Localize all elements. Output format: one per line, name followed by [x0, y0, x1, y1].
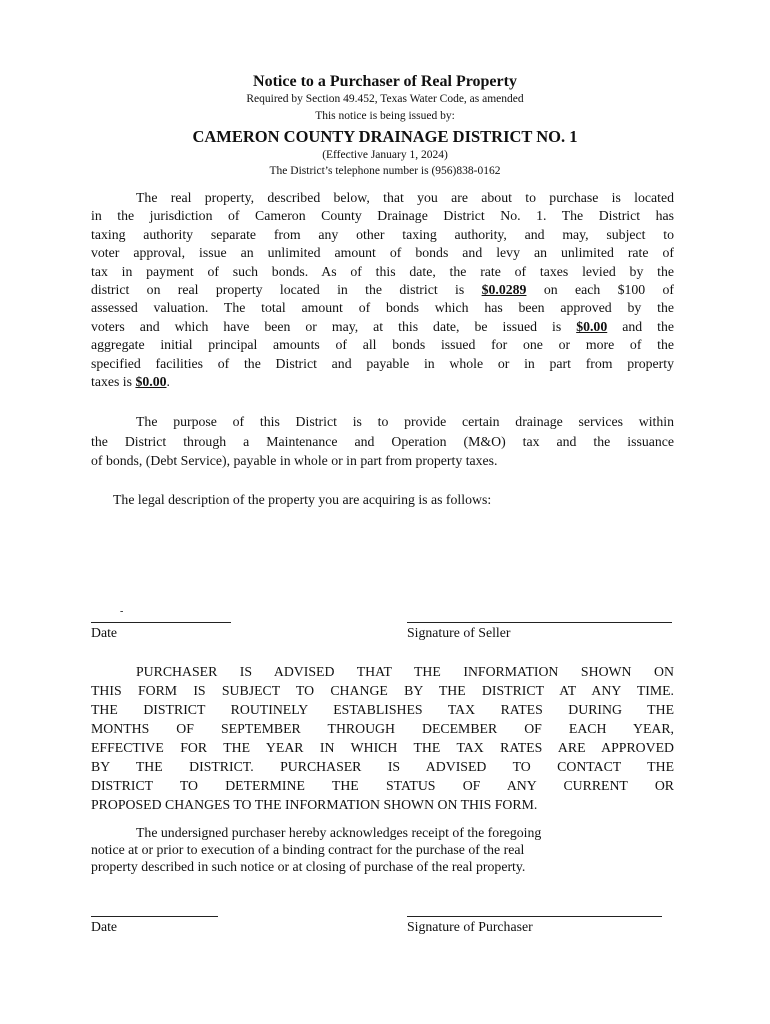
- line-text: taxes is: [91, 374, 132, 390]
- paragraph-line: specified facilities of the District and payable in whole or in part from property: [91, 355, 674, 371]
- line-text: voters and which have been or may, at this date, be issued is: [91, 318, 562, 334]
- purchaser-advisory-paragraph: [91, 662, 674, 814]
- paragraph-line: of bonds, (Debt Service), payable in whole or in part from property taxes.: [91, 453, 498, 468]
- paragraph-line: aggregate initial principal amounts of all bonds issued for one or more of the: [91, 337, 674, 353]
- tax-rate-amount: $0.0289: [481, 282, 527, 298]
- effective-date: (Effective January 1, 2024): [322, 149, 448, 161]
- paragraph-line: THE DISTRICT ROUTINELY ESTABLISHES TAX RATES DURING THE: [91, 702, 674, 717]
- purpose-paragraph: [91, 412, 674, 471]
- paragraph-line: [91, 281, 674, 299]
- statute-reference: Required by Section 49.452, Texas Water Code, as amended: [246, 93, 524, 105]
- paragraph-line: BY THE DISTRICT. PURCHASER IS ADVISED TO CONTACT THE: [91, 759, 674, 774]
- line-text: district on real property located in the district is: [91, 282, 465, 298]
- paragraph-line: voter approval, issue an unlimited amount of bonds and levy an unlimited rate of: [91, 245, 674, 261]
- seller-date-label: Date: [91, 625, 118, 640]
- document-title: Notice to a Purchaser of Real Property: [253, 73, 517, 90]
- seller-signature-label: Signature of Seller: [407, 625, 511, 640]
- seller-signature-line[interactable]: [407, 622, 672, 623]
- purchaser-signature-line[interactable]: [407, 916, 662, 917]
- purchaser-signature-label: Signature of Purchaser: [407, 919, 533, 934]
- district-name: CAMERON COUNTY DRAINAGE DISTRICT NO. 1: [192, 127, 578, 146]
- paragraph-line: THIS FORM IS SUBJECT TO CHANGE BY THE DISTRICT AT ANY TIME.: [91, 683, 674, 698]
- tax-rate-paragraph: [91, 189, 674, 391]
- paragraph-line: notice at or prior to execution of a binding contract for the purchase of the real: [91, 841, 525, 857]
- purchaser-date-line[interactable]: [91, 916, 218, 917]
- purchaser-date-label: Date: [91, 919, 118, 934]
- acknowledgment-paragraph: [91, 825, 674, 875]
- paragraph-line: The real property, described below, that you are about to purchase is located: [136, 190, 674, 205]
- line-text: on each $100 of: [543, 282, 675, 298]
- paragraph-line: The undersigned purchaser hereby acknowledges receipt of the foregoing: [136, 825, 542, 840]
- line-text: and the: [622, 318, 675, 334]
- stray-mark: -: [120, 606, 124, 617]
- line-text: .: [166, 374, 170, 390]
- paragraph-line: in the jurisdiction of Cameron County Drainage District No. 1. The District has: [91, 208, 674, 224]
- issued-by-label: This notice is being issued by:: [315, 110, 455, 122]
- paragraph-line: the District through a Maintenance and Operation (M&O) tax and the issuance: [91, 433, 674, 449]
- paragraph-line: MONTHS OF SEPTEMBER THROUGH DECEMBER OF EACH YEAR,: [91, 721, 674, 736]
- paragraph-line: The purpose of this District is to provide certain drainage services within: [136, 414, 674, 429]
- paragraph-line: PURCHASER IS ADVISED THAT THE INFORMATION SHOWN ON: [136, 664, 674, 679]
- paragraph-line: assessed valuation. The total amount of bonds which has been approved by the: [91, 300, 674, 316]
- paragraph-line: DISTRICT TO DETERMINE THE STATUS OF ANY CURRENT OR: [91, 778, 674, 793]
- seller-date-line[interactable]: [91, 622, 231, 623]
- legal-description-label: The legal description of the property you are acquiring is as follows:: [113, 492, 492, 507]
- paragraph-line: taxing authority separate from any other taxing authority, and may, subject to: [91, 226, 674, 242]
- bonds-approved-amount: $0.00: [576, 318, 608, 334]
- district-phone: The District’s telephone number is (956)838-0162: [269, 165, 501, 177]
- paragraph-line: [91, 318, 674, 336]
- paragraph-line: PROPOSED CHANGES TO THE INFORMATION SHOWN ON THIS FORM.: [91, 797, 538, 812]
- paragraph-line: property described in such notice or at closing of purchase of the real property.: [91, 858, 526, 874]
- bonds-issued-amount: $0.00: [135, 374, 167, 390]
- paragraph-line: [91, 373, 674, 391]
- paragraph-line: tax in payment of such bonds. As of this date, the rate of taxes levied by the: [91, 263, 674, 279]
- paragraph-line: EFFECTIVE FOR THE YEAR IN WHICH THE TAX RATES ARE APPROVED: [91, 740, 674, 755]
